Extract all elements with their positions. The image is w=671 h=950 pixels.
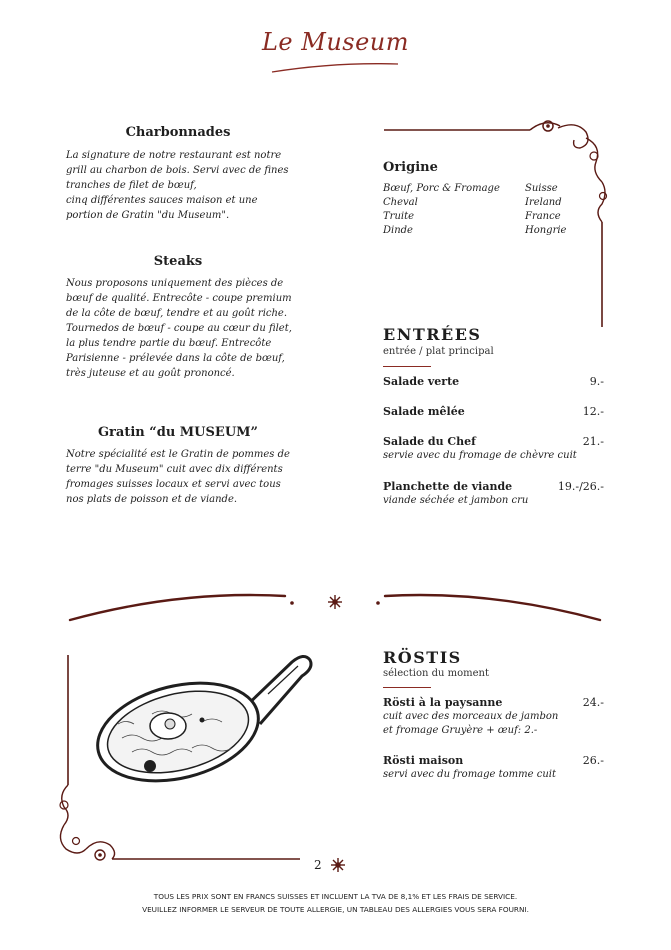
desc-line: bœuf de qualité. Entrecôte - coupe premium [66, 293, 292, 304]
menu-section-title: RÖSTIS [383, 648, 462, 667]
desc-line: terre "du Museum" cuit avec dix différents [66, 464, 283, 475]
desc-line: tranches de filet de bœuf, [66, 180, 197, 191]
origin-product: Cheval [383, 197, 418, 208]
desc-line: grill au charbon de bois. Servi avec de fines [66, 165, 289, 176]
desc-line: La signature de notre restaurant est notre [66, 150, 282, 161]
menu-item-price: 12.- [582, 405, 604, 418]
menu-section-subtitle: sélection du moment [383, 668, 490, 679]
origin-country: Ireland [525, 197, 562, 208]
origin-country: Hongrie [525, 225, 567, 236]
desc-line: la plus tendre partie du bœuf. Entrecôte [66, 338, 272, 349]
origin-product: Dinde [383, 225, 413, 236]
desc-line: Notre spécialité est le Gratin de pommes de [66, 449, 290, 460]
menu-item-description: viande séchée et jambon cru [383, 495, 529, 506]
snowflake-flourish-icon [329, 856, 347, 874]
section-description [66, 148, 306, 223]
section-description [66, 276, 306, 381]
menu-item-description: servie avec du fromage de chèvre cuit [383, 450, 577, 461]
rosti-skillet-icon [92, 648, 314, 788]
origin-country: France [525, 211, 561, 222]
desc-line: Parisienne - prélevée dans la côte de bœuf, [66, 353, 285, 364]
restaurant-logo [0, 22, 671, 82]
origin-title: Origine [383, 160, 438, 175]
footer-notice [0, 890, 671, 916]
menu-item-name: Rösti à la paysanne [383, 696, 503, 709]
desc-line: de la côte de bœuf, tendre et au goût riche. [66, 308, 288, 319]
section-title: Steaks [153, 254, 203, 269]
menu-item-price: 26.- [582, 754, 604, 767]
section-divider [383, 687, 431, 688]
menu-item-description: servi avec du fromage tomme cuit [383, 769, 556, 780]
menu-section-subtitle: entrée / plat principal [383, 346, 494, 357]
menu-item-price: 24.- [582, 696, 604, 709]
page-number: 2 [314, 858, 322, 872]
corner-ornament-icon [380, 112, 620, 342]
footer-line: VEUILLEZ INFORMER LE SERVEUR DE TOUTE ALLERGIE, UN TABLEAU DES ALLERGIES VOUS SERA FOURNI. [142, 905, 529, 914]
menu-item-description: et fromage Gruyère + œuf: 2.- [383, 725, 538, 736]
logo-text: Le Museum [261, 28, 410, 56]
origin-product: Bœuf, Porc & Fromage [383, 183, 500, 194]
footer-line: TOUS LES PRIX SONT EN FRANCS SUISSES ET INCLUENT LA TVA DE 8,1% ET LES FRAIS DE SERVICE. [153, 892, 518, 901]
menu-item-price: 21.- [582, 435, 604, 448]
menu-item-name: Rösti maison [383, 754, 464, 767]
desc-line: Tournedos de bœuf - coupe au cœur du filet, [66, 323, 292, 334]
desc-line: Nous proposons uniquement des pièces de [66, 278, 284, 289]
ornamental-divider-icon [60, 584, 620, 624]
origin-product: Truite [383, 211, 415, 222]
desc-line: fromages suisses locaux et servi avec tous [66, 479, 281, 490]
menu-item-price: 19.-/26.- [557, 480, 604, 493]
section-description [66, 447, 306, 507]
menu-item-name: Salade mêlée [383, 405, 465, 418]
section-divider [383, 366, 431, 367]
menu-item-name: Planchette de viande [383, 480, 513, 493]
menu-item-name: Salade verte [383, 375, 460, 388]
section-title: Gratin “du MUSEUM” [97, 425, 259, 440]
desc-line: nos plats de poisson et de viande. [66, 494, 238, 505]
desc-line: très juteuse et au goût prononcé. [66, 368, 235, 379]
desc-line: cinq différentes sauces maison et une [66, 195, 258, 206]
logo-swash-icon [0, 22, 671, 82]
desc-line: portion de Gratin "du Museum". [66, 210, 230, 221]
menu-item-name: Salade du Chef [383, 435, 476, 448]
origin-country: Suisse [525, 183, 558, 194]
menu-section-title: ENTRÉES [383, 325, 482, 344]
section-title: Charbonnades [125, 125, 231, 140]
menu-item-description: cuit avec des morceaux de jambon [383, 711, 559, 722]
menu-item-price: 9.- [589, 375, 604, 388]
